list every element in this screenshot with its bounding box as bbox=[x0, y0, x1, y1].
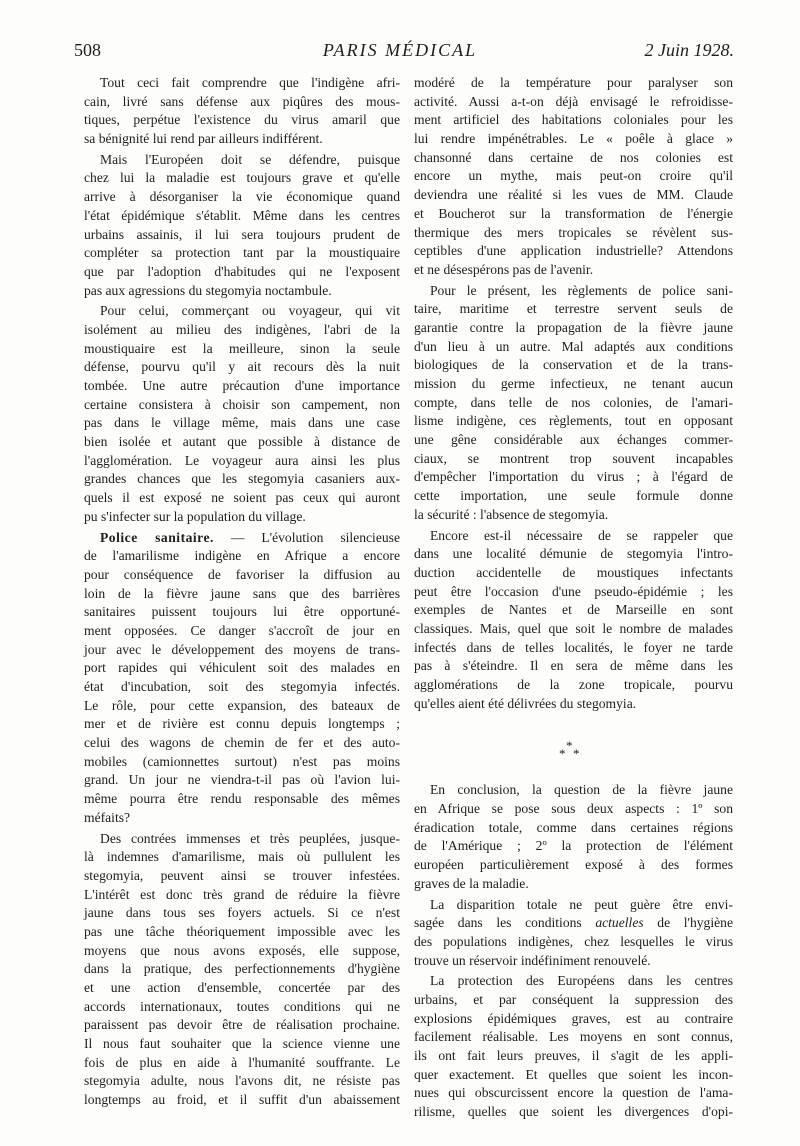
text-line: peut être l'occasion d'une pseudo-épidémie ; les bbox=[414, 583, 733, 599]
text-line: européen particulièrement exposé à des formes bbox=[414, 857, 733, 873]
paragraph bbox=[84, 302, 400, 526]
text-line bbox=[414, 914, 733, 933]
text-line: Le rôle, pour cette expansion, des bateaux de bbox=[84, 697, 400, 713]
text-line: pas une tâche théoriquement impossible avec les bbox=[84, 923, 400, 939]
text-line: tiques, perpétue l'existence du virus amaril que bbox=[84, 112, 400, 128]
paragraph bbox=[414, 896, 733, 971]
paragraph bbox=[84, 151, 400, 301]
text-line: la sécurité : l'absence de stegomyia. bbox=[414, 506, 609, 522]
text-line: duction accidentelle de moustiques infectants bbox=[414, 564, 733, 580]
text-line: l'état épidémique s'établit. Même dans les centres bbox=[84, 207, 400, 223]
text-line: et une action d'ensemble, concertée par des bbox=[84, 980, 400, 995]
asterisk: * bbox=[566, 738, 573, 754]
text-line: biologiques de la conservation et de la trans- bbox=[414, 357, 733, 373]
text-line: infectés dans de telles localités, le foyer ne tarde bbox=[414, 639, 733, 655]
text-line: là indemnes d'amarilisme, mais où pullulent les bbox=[84, 849, 400, 865]
paragraph bbox=[414, 74, 733, 280]
text-line: méfaits? bbox=[84, 809, 131, 825]
text-line: modéré de la température pour paralyser son bbox=[414, 75, 733, 90]
text-line: de l'amarilisme indigène en Afrique a encore bbox=[84, 548, 400, 564]
text-line: longtemps au froid, et il suffit d'un abaissement bbox=[84, 1092, 400, 1108]
text-line: dans une localité démunie de stegomyia l'intro- bbox=[414, 546, 733, 562]
text-line: quels il est exposé ne soient pas ceux qui auront bbox=[84, 490, 400, 506]
asterism-divider bbox=[414, 715, 733, 781]
text-line: pas à s'éteindre. Il en sera de même dans les bbox=[414, 658, 733, 674]
right-column bbox=[414, 74, 733, 1124]
paragraph bbox=[414, 972, 733, 1122]
text-line: chansonné dans certaine de nos colonies est bbox=[414, 149, 733, 165]
text-line: des populations indigènes, chez lesquelles le virus bbox=[414, 933, 733, 949]
text-line: jour avec le développement des moyens de trans- bbox=[84, 641, 400, 657]
text-line: pour conséquence de favoriser la diffusion au bbox=[84, 566, 400, 582]
text-line: jaune dans tous ses foyers actuels. Si ce n'est bbox=[84, 905, 400, 921]
text-line: certaine consistera à choisir son campement, non bbox=[84, 396, 400, 412]
text-line: ceptibles d'une application industrielle? Attendons bbox=[414, 243, 733, 259]
text-line: état d'incubation, soit des stegomyia infectés. bbox=[84, 679, 400, 694]
text-line: trouve un réservoir indéfiniment renouvelé. bbox=[414, 952, 651, 968]
text-line: Pour le présent, les règlements de police sani- bbox=[430, 282, 733, 298]
text-line: éradication totale, comme dans certaines régions bbox=[414, 819, 733, 835]
text-line: défense, pourvu qu'il y ait recours dès la nuit bbox=[84, 359, 400, 375]
text-line: sa bénignité lui rend par ailleurs indifférent. bbox=[84, 131, 323, 147]
text-line: encore un mythe, mais peut-on croire qu'il bbox=[414, 168, 733, 184]
text-line: grandes chances que les stegomyia casaniers aux- bbox=[84, 471, 400, 487]
text-line: exemples de Nantes et de Marseille en sont bbox=[414, 602, 733, 618]
text-line: ciaux, se montrent trop souvent incapables bbox=[414, 450, 733, 466]
text-line: graves de la maladie. bbox=[414, 875, 529, 891]
text-line: mobiles (camionnettes surtout) n'est pas moins bbox=[84, 753, 400, 769]
paragraph bbox=[84, 74, 400, 149]
text-line: pas aux agressions du stegomyia noctambule. bbox=[84, 282, 332, 298]
text-line: Mais l'Européen doit se défendre, puisque bbox=[100, 151, 400, 167]
text-line: l'agglomération. Le voyageur aura ainsi les plus bbox=[84, 452, 400, 468]
text-line: pu s'infecter sur la population du village. bbox=[84, 508, 306, 524]
text-line: ils ont fait leurs preuves, il s'agit de les appli- bbox=[414, 1048, 733, 1063]
text-line: en Afrique se pose sous deux aspects : 1º son bbox=[414, 801, 733, 817]
text-line: fois de plus en aide à l'humanité souffrante. Le bbox=[84, 1054, 400, 1070]
text-line: La protection des Européens dans les centres bbox=[430, 973, 733, 989]
page-number: 508 bbox=[74, 40, 101, 60]
text-line: pas dans le village même, mais dans une case bbox=[84, 415, 400, 431]
text-line: moyens que nous avons exposés, elle suppose, bbox=[84, 942, 400, 958]
asterisk: * bbox=[559, 746, 566, 762]
text-line: dans la pratique, des perfectionnements d'hygiène bbox=[84, 961, 400, 977]
running-title: PARIS MÉDICAL bbox=[322, 40, 478, 60]
asterisk: * bbox=[573, 746, 580, 762]
text-line: nues qui obscurcissent encore la question de l'ama- bbox=[414, 1085, 733, 1101]
text-line: paraissent pas devoir être de réalisation prochaine. bbox=[84, 1017, 400, 1033]
text-line: d'empêcher l'importation du virus ; à l'égard de bbox=[414, 469, 733, 485]
text-line: compléter sa protection tant par la moustiquaire bbox=[84, 245, 400, 261]
text-line: bien isolée et autant que possible à distance de bbox=[84, 434, 400, 450]
text-line: arrive à désorganiser la vie économique quand bbox=[84, 189, 400, 205]
text-line: Des contrées immenses et très peuplées, jusque- bbox=[100, 830, 400, 846]
text-line: agglomérations de la zone tropicale, pourvu bbox=[414, 677, 733, 692]
text-line: et ne désespérons pas de l'avenir. bbox=[414, 261, 594, 277]
paragraph bbox=[84, 830, 400, 1110]
paragraph bbox=[414, 527, 733, 714]
text-line: de l'Amérique ; 2º la protection de l'élément bbox=[414, 838, 733, 854]
text-line: lui rendre impénétrables. Le « poêle à glace » bbox=[414, 131, 733, 147]
text-line: sanitaires puissent toujours lui être opportuné- bbox=[84, 604, 400, 620]
text-line: loin de la fièvre jaune sans que des barrières bbox=[84, 585, 400, 601]
text-line: compte, dans telle de nos colonies, de l'amari- bbox=[414, 394, 733, 410]
text-line bbox=[84, 529, 400, 548]
text-line: lisme indigène, ces règlements, tout en opposant bbox=[414, 413, 733, 429]
text-line: En conclusion, la question de la fièvre jaune bbox=[430, 782, 733, 798]
paragraph bbox=[84, 529, 400, 828]
text-line: tombée. Une autre précaution d'une importance bbox=[84, 378, 400, 393]
text-line: garantie contre la propagation de la fièvre jaune bbox=[414, 319, 733, 335]
text-line: port rapides qui véhiculent soit des malades en bbox=[84, 660, 400, 676]
text-line: moustiquaire est la meilleure, sinon la seule bbox=[84, 340, 400, 356]
issue-date: 2 Juin 1928. bbox=[644, 40, 734, 60]
text-line: deviendra une réalité si les vues de MM. Claude bbox=[414, 187, 733, 203]
text-line: et Boucherot sur la transformation de l'énergie bbox=[414, 205, 733, 221]
text-line: que par l'adoption d'habitudes qui ne l'exposent bbox=[84, 263, 400, 279]
text-run: sagée dans les conditions bbox=[414, 915, 596, 931]
text-line: classiques. Mais, quel que soit le nombre de malades bbox=[414, 620, 733, 636]
text-line: thermique des mers tropicales se révèlent sus- bbox=[414, 224, 733, 240]
paragraph bbox=[414, 781, 733, 893]
text-line: même pourra être rendu responsable des mêmes bbox=[84, 791, 400, 807]
text-line: d'un lieu à un autre. Mal adaptés aux conditions bbox=[414, 338, 733, 354]
text-line: une gêne considérable aux échanges commer- bbox=[414, 432, 733, 448]
text-line: taire, maritime et terrestre servent seuls de bbox=[414, 301, 733, 317]
text-line: cain, livré sans défense aux piqûres des mous- bbox=[84, 93, 400, 109]
text-line: L'intérêt est donc très grand de réduire la fièvre bbox=[84, 886, 400, 902]
text-line: chez lui la maladie est toujours grave et qu'elle bbox=[84, 170, 400, 186]
text-line: quer exactement. Et quelles que soient les incon- bbox=[414, 1066, 733, 1082]
text-line: rilisme, quelles que soient les divergences d'opi- bbox=[414, 1104, 733, 1120]
text-line: La disparition totale ne peut guère être envi- bbox=[430, 896, 733, 912]
text-line: facilement réalisable. Les moyens en sont connus, bbox=[414, 1029, 733, 1045]
text-line: Il nous faut souhaiter que la science vienne une bbox=[84, 1036, 400, 1052]
text-line: mission du germe infectieux, ne tenant aucun bbox=[414, 376, 733, 391]
text-run: — L'évolution silencieuse bbox=[213, 529, 400, 545]
text-line: accords internationaux, toutes conditions qui ne bbox=[84, 998, 400, 1014]
paragraph bbox=[414, 282, 733, 525]
text-line: urbains, et par conséquent la suppression des bbox=[414, 991, 733, 1007]
emphasis: actuelles bbox=[595, 915, 644, 931]
section-heading: Police sanitaire. bbox=[100, 529, 214, 545]
text-line: ment artificiel des habitations coloniales pour les bbox=[414, 112, 733, 128]
text-line: activité. Aussi a-t-on déjà envisagé le refroidisse- bbox=[414, 93, 733, 109]
text-line: mer et de rivière est connu depuis longtemps ; bbox=[84, 716, 400, 732]
text-line: Tout ceci fait comprendre que l'indigène afri- bbox=[100, 75, 400, 90]
text-line: Encore est-il nécessaire de se rappeler que bbox=[430, 527, 733, 543]
text-line: stegomyia, peuvent ainsi se trouver infestées. bbox=[84, 867, 400, 883]
text-run: de l'hygiène bbox=[643, 915, 733, 931]
text-line: qu'elles aient été délivrées du stegomyia. bbox=[414, 695, 637, 711]
left-column bbox=[84, 74, 400, 1112]
text-line: urbains assainis, il lui sera toujours prudent de bbox=[84, 226, 400, 242]
text-line: grand. Un jour ne viendra-t-il pas où l'avion lui- bbox=[84, 772, 400, 788]
text-line: explosions épidémiques graves, est au contraire bbox=[414, 1010, 733, 1026]
text-line: stegomyia adulte, nous l'avons dit, ne résiste pas bbox=[84, 1073, 400, 1089]
text-line: ment opposées. Ce danger s'accroît de jour en bbox=[84, 622, 400, 638]
text-line: Pour celui, commerçant ou voyageur, qui vit bbox=[100, 303, 400, 319]
text-line: celui des wagons de chemin de fer et des auto- bbox=[84, 735, 400, 751]
text-line: cette importation, une seule formule donne bbox=[414, 488, 733, 504]
text-line: isolément au milieu des indigènes, l'abri de la bbox=[84, 321, 400, 337]
